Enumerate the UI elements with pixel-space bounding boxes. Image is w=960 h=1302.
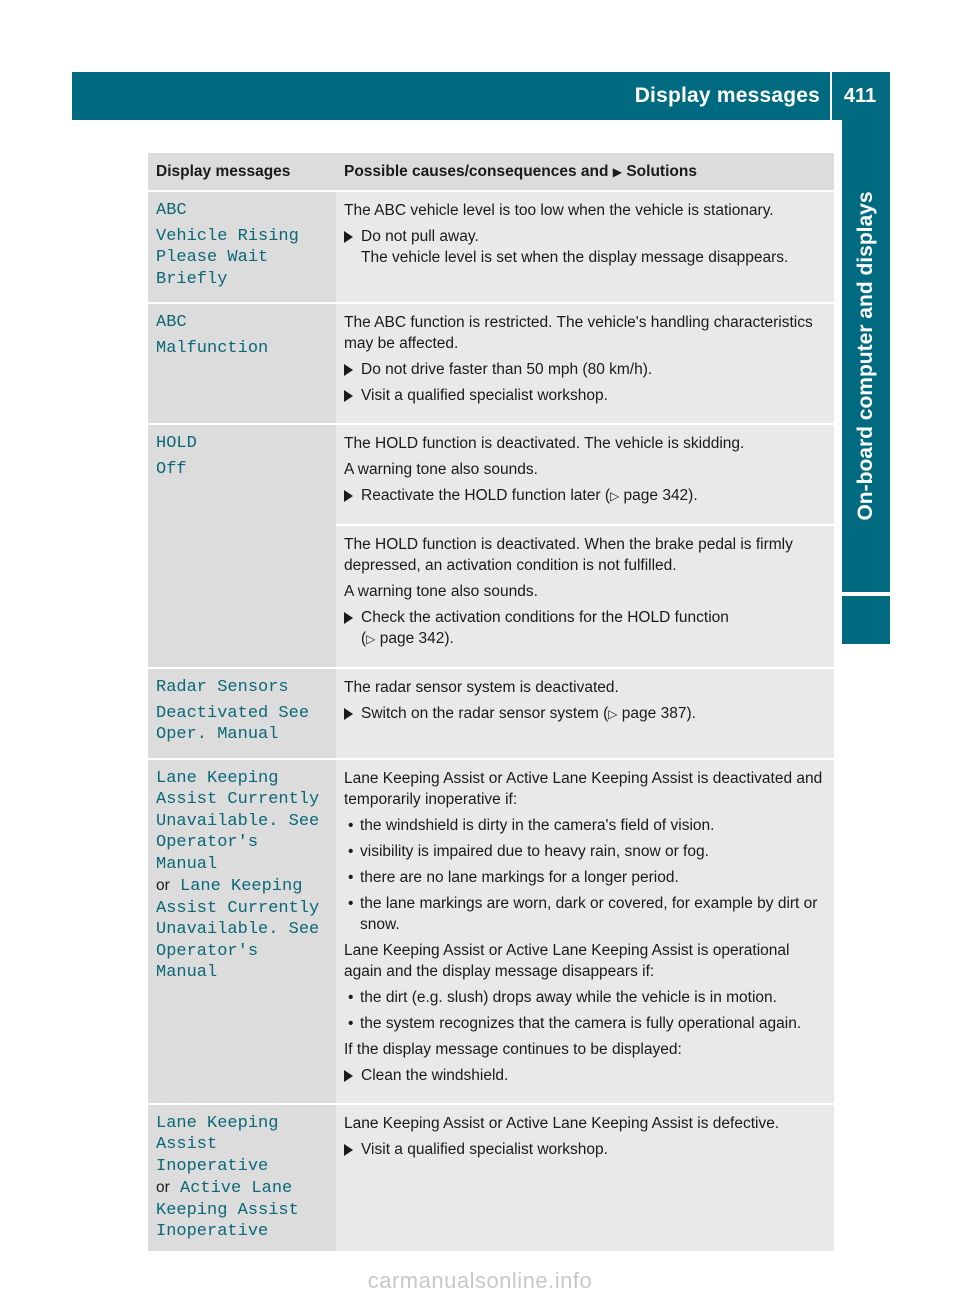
solution-cell <box>336 1104 834 1252</box>
step-arrow-icon <box>344 708 353 720</box>
bullet-item: • the system recognizes that the camera is fully operational again. <box>348 1014 802 1032</box>
page-header <box>72 72 890 120</box>
solution-cell <box>336 191 834 303</box>
display-message: Radar Sensors <box>156 678 289 697</box>
bullet-text: there are no lane markings for a longer period. <box>360 868 679 886</box>
bullet-text: the dirt (e.g. slush) drops away while the vehicle is in motion. <box>360 988 777 1006</box>
cause-text: The HOLD function is deactivated. When the brake pedal is firmly depressed, an activation condition is not fulfilled. <box>344 536 793 574</box>
table-row <box>148 668 834 759</box>
header-title: Display messages <box>634 84 820 107</box>
display-message: HOLD <box>156 434 197 453</box>
col2-header-suffix: Solutions <box>626 163 697 180</box>
side-tab-label: On-board computer and displays <box>854 191 877 521</box>
step-note: The vehicle level is set when the display message disappears. <box>361 249 789 266</box>
step-arrow-icon <box>344 231 353 243</box>
message-cell <box>148 303 336 424</box>
display-message: Keeping Assist <box>156 1200 299 1220</box>
cause-text: The ABC function is restricted. The vehicle's handling characteristics may be affected. <box>344 314 813 352</box>
display-message: Operator's Manual <box>156 941 259 982</box>
page-ref[interactable]: page 342). <box>623 487 698 504</box>
display-message: Oper. Manual <box>156 725 279 744</box>
cause-text: The HOLD function is deactivated. The vehicle is skidding. <box>344 435 745 452</box>
bullet-text: the windshield is dirty in the camera's field of vision. <box>360 816 715 834</box>
display-message: Assist Currently <box>156 790 320 809</box>
table-row <box>148 191 834 303</box>
message-cell <box>148 1104 336 1252</box>
table-row <box>148 424 834 525</box>
display-message: Lane Keeping <box>156 768 279 788</box>
bullet-item: • the lane markings are worn, dark or covered, for example by dirt or snow. <box>348 894 818 933</box>
step-text: Clean the windshield. <box>361 1066 509 1084</box>
bullet-item: • the windshield is dirty in the camera's field of vision. <box>348 816 715 834</box>
step-arrow-icon <box>344 1144 353 1156</box>
solution-step <box>344 703 826 725</box>
cause-text: A warning tone also sounds. <box>344 583 538 600</box>
col2-header <box>336 153 834 191</box>
display-message: ABC <box>156 201 187 220</box>
solution-cell <box>336 759 834 1104</box>
solution-arrow-icon: ▶ <box>612 165 623 179</box>
step-arrow-icon <box>344 1070 353 1082</box>
cause-text: Lane Keeping Assist or Active Lane Keeping Assist is deactivated and temporarily inoperative if: <box>344 769 823 808</box>
step-text: Do not drive faster than 50 mph (80 km/h). <box>361 361 653 378</box>
page-ref-icon: ▷ <box>366 632 376 646</box>
message-cell <box>148 759 336 1104</box>
col2-header-text: Possible causes/consequences and <box>344 163 609 180</box>
display-message: Active Lane <box>180 1179 293 1198</box>
bullet-item: • there are no lane markings for a longer period. <box>348 868 679 886</box>
solution-step <box>344 385 826 406</box>
step-text: Do not pull away. <box>361 228 479 245</box>
display-message: Inoperative <box>156 1222 269 1241</box>
table-row <box>148 303 834 424</box>
display-message: Malfunction <box>156 338 269 358</box>
bullet-item: • the dirt (e.g. slush) drops away while the vehicle is in motion. <box>348 988 777 1006</box>
step-text: Visit a qualified specialist workshop. <box>361 1140 608 1158</box>
or-text: or <box>156 877 170 894</box>
page-ref-icon: ▷ <box>609 489 620 503</box>
solution-step <box>344 226 826 268</box>
table-row <box>148 759 834 1104</box>
page-number: 411 <box>843 85 877 107</box>
message-cell <box>148 424 336 668</box>
display-message: Deactivated See <box>156 703 310 723</box>
step-text: Check the activation conditions for the HOLD function <box>361 609 729 626</box>
step-arrow-icon <box>344 390 353 402</box>
bullet-text: the lane markings are worn, dark or covered, for example by dirt or snow. <box>360 894 818 933</box>
display-message: Operator's Manual <box>156 833 259 874</box>
display-message: ABC <box>156 313 187 332</box>
step-arrow-icon <box>344 490 353 502</box>
display-message: Assist Inoperative <box>156 1135 269 1176</box>
step-text: Switch on the radar sensor system ( <box>361 705 609 722</box>
page-ref[interactable]: page 342). <box>379 630 454 647</box>
header-divider <box>830 72 832 120</box>
watermark: carmanualsonline.info <box>367 1268 593 1293</box>
table-row <box>148 1104 834 1252</box>
page-ref-icon: ▷ <box>608 707 618 721</box>
cause-text: The radar sensor system is deactivated. <box>344 679 619 696</box>
solution-cell <box>336 424 834 525</box>
step-arrow-icon <box>344 612 353 624</box>
display-messages-table <box>148 153 834 1253</box>
cause-text: A warning tone also sounds. <box>344 461 538 478</box>
display-message: Unavailable. See <box>156 811 320 831</box>
page-ref[interactable]: page 387). <box>621 705 696 722</box>
cause-text: Lane Keeping Assist or Active Lane Keeping Assist is defective. <box>344 1114 780 1132</box>
cause-text: If the display message continues to be displayed: <box>344 1040 682 1058</box>
bullet-text: visibility is impaired due to heavy rain, snow or fog. <box>360 842 709 860</box>
side-tab-marker <box>842 596 890 644</box>
col1-header: Display messages <box>148 153 336 191</box>
display-message: Lane Keeping <box>180 877 303 896</box>
cause-text: The ABC vehicle level is too low when the vehicle is stationary. <box>344 202 774 219</box>
or-text: or <box>156 1179 170 1196</box>
message-cell <box>148 191 336 303</box>
display-message: Vehicle Rising <box>156 226 299 246</box>
solution-cell <box>336 668 834 759</box>
step-text: Reactivate the HOLD function later ( <box>361 487 610 504</box>
cause-text: Lane Keeping Assist or Active Lane Keeping Assist is operational again and the display message disappears if: <box>344 941 790 980</box>
display-message: Unavailable. See <box>156 920 320 939</box>
solution-step <box>344 1139 826 1160</box>
bullet-text: the system recognizes that the camera is fully operational again. <box>360 1014 802 1032</box>
step-text: ( <box>361 630 367 647</box>
step-text: Visit a qualified specialist workshop. <box>361 387 608 404</box>
solution-step <box>344 485 826 507</box>
solution-cell <box>336 525 834 668</box>
message-cell <box>148 668 336 759</box>
bullet-item: • visibility is impaired due to heavy rain, snow or fog. <box>348 842 709 860</box>
display-message: Lane Keeping <box>156 1113 279 1133</box>
display-message: Please Wait Briefly <box>156 248 269 289</box>
solution-step <box>344 607 826 650</box>
solution-step <box>344 1065 826 1086</box>
step-arrow-icon <box>344 364 353 376</box>
display-message: Off <box>156 459 187 479</box>
solution-step <box>344 359 826 380</box>
solution-cell <box>336 303 834 424</box>
table-header-row <box>148 153 834 191</box>
display-message: Assist Currently <box>156 898 320 918</box>
